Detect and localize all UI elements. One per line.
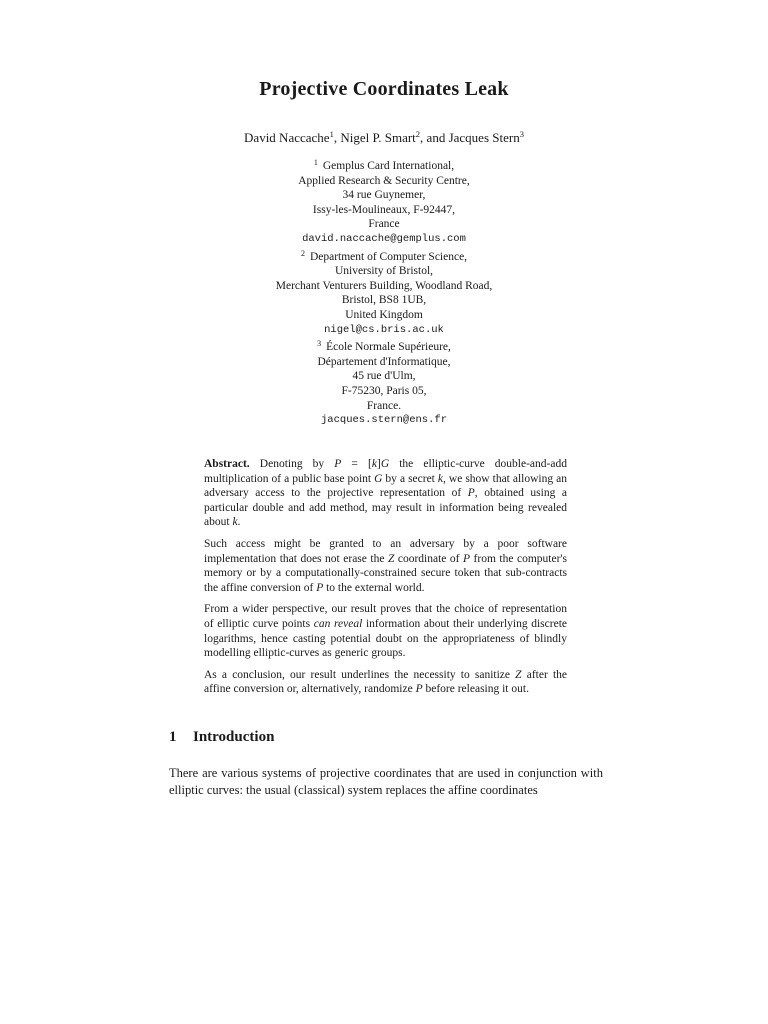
affiliation-line: United Kingdom: [345, 308, 423, 321]
affiliation-mark: 2: [300, 248, 305, 258]
email-address[interactable]: nigel@cs.bris.ac.uk: [324, 323, 444, 336]
text-run: after the affine conversion or, alternatively, randomize: [204, 668, 567, 696]
section-number: 1: [169, 729, 177, 745]
affiliation-line: 45 rue d'Ulm,: [352, 370, 416, 383]
text-run: from the computer's memory or by a computationally-constrained secure token that sub-contracts the affine conversion of: [204, 552, 567, 594]
affiliation-first-line: [0, 337, 768, 355]
author-line: [0, 130, 768, 146]
affiliation-line: University of Bristol,: [334, 265, 434, 278]
author-name: Nigel P. Smart: [340, 130, 416, 145]
affiliation-line: 34 rue Guynemer,: [342, 189, 426, 202]
math-symbol: k: [437, 472, 444, 485]
text-run: , we show that allowing an adversary access to the projective representation of: [204, 472, 567, 500]
math-symbol: k: [371, 458, 377, 470]
text-run: Such access might be granted to an adversary by a poor software implementation that does not erase the: [204, 537, 567, 565]
text-run: Denoting by: [249, 458, 335, 470]
math-symbol: P: [415, 683, 423, 696]
section-title: Introduction: [193, 729, 275, 745]
affiliation-line: France: [368, 218, 400, 231]
math-symbol: Z: [387, 552, 395, 565]
author-separator: , and: [420, 130, 449, 145]
affiliation-line: Bristol, BS8 1UB,: [341, 294, 427, 307]
affiliation-mark: 1: [313, 158, 318, 167]
text-run: From a wider perspective, our result proves that the choice of representation of elliptic curve points: [204, 603, 567, 630]
affiliation-line: France.: [366, 399, 402, 412]
math-symbol: P: [316, 581, 324, 594]
text-run: by a secret: [382, 472, 438, 485]
text-run: information about their underlying discrete logarithms, hence casting potential doubt on the appropriateness of blindly modelling elliptic-curves as generic groups.: [204, 617, 567, 660]
text-run: , obtained using a particular double and add method, may result in information being revealed about: [204, 487, 567, 529]
text-run: = [: [341, 458, 372, 470]
affiliation-first-line: [0, 156, 768, 174]
paper-title: Projective Coordinates Leak: [259, 78, 509, 100]
abstract: [204, 457, 567, 704]
emphasis-text: can reveal: [313, 617, 363, 630]
math-symbol: P: [334, 458, 342, 470]
affiliation-line: Département d'Informatique,: [317, 355, 451, 368]
author-mark: 3: [519, 129, 524, 139]
body-paragraph: There are various systems of projective coordinates that are used in conjunction with elliptic curves: the usual (classical) system replaces the affine coordinates: [169, 766, 603, 797]
text-run: to the external world.: [323, 581, 425, 594]
abstract-paragraph: [204, 668, 567, 697]
affiliation-line: Applied Research & Security Centre,: [298, 174, 470, 187]
math-symbol: G: [380, 458, 390, 470]
affiliation-block: [0, 156, 768, 428]
abstract-paragraph: [204, 457, 567, 530]
affiliation-line: F-75230, Paris 05,: [341, 384, 427, 397]
author-mark: 2: [415, 129, 421, 139]
math-symbol: P: [467, 487, 475, 500]
affiliation-line: Merchant Venturers Building, Woodland Road,: [275, 279, 493, 292]
math-symbol: Z: [515, 668, 522, 681]
math-symbol: k: [232, 516, 238, 529]
section-heading: [169, 729, 599, 746]
affiliation-line: École Normale Supérieure,: [326, 341, 451, 354]
affiliation-first-line: [0, 247, 768, 265]
math-symbol: G: [374, 472, 383, 485]
author-mark: 1: [329, 129, 334, 139]
text-run: before releasing it out.: [422, 683, 529, 696]
email-address[interactable]: david.naccache@gemplus.com: [302, 232, 466, 245]
affiliation-mark: 3: [317, 339, 322, 349]
text-run: As a conclusion, our result underlines the necessity to sanitize: [204, 668, 516, 681]
affiliation-line: Gemplus Card International,: [322, 160, 455, 172]
affiliation-line: Issy-les-Moulineaux, F-92447,: [312, 203, 456, 216]
text-run: ]: [376, 458, 381, 470]
text-run: .: [237, 516, 241, 529]
abstract-label: Abstract.: [204, 458, 250, 470]
email-address[interactable]: jacques.stern@ens.fr: [320, 414, 448, 427]
math-symbol: P: [463, 552, 471, 565]
author-separator: ,: [333, 130, 341, 145]
author-name: David Naccache: [244, 130, 330, 145]
affiliation-line: Department of Computer Science,: [309, 250, 468, 263]
text-run: coordinate of: [394, 552, 464, 565]
author-name: Jacques Stern: [448, 130, 520, 145]
abstract-paragraph: [204, 602, 567, 660]
text-run: the elliptic-curve double-and-add multiplication of a public base point: [204, 458, 567, 485]
body-text: [169, 765, 603, 798]
abstract-paragraph: [204, 537, 567, 595]
